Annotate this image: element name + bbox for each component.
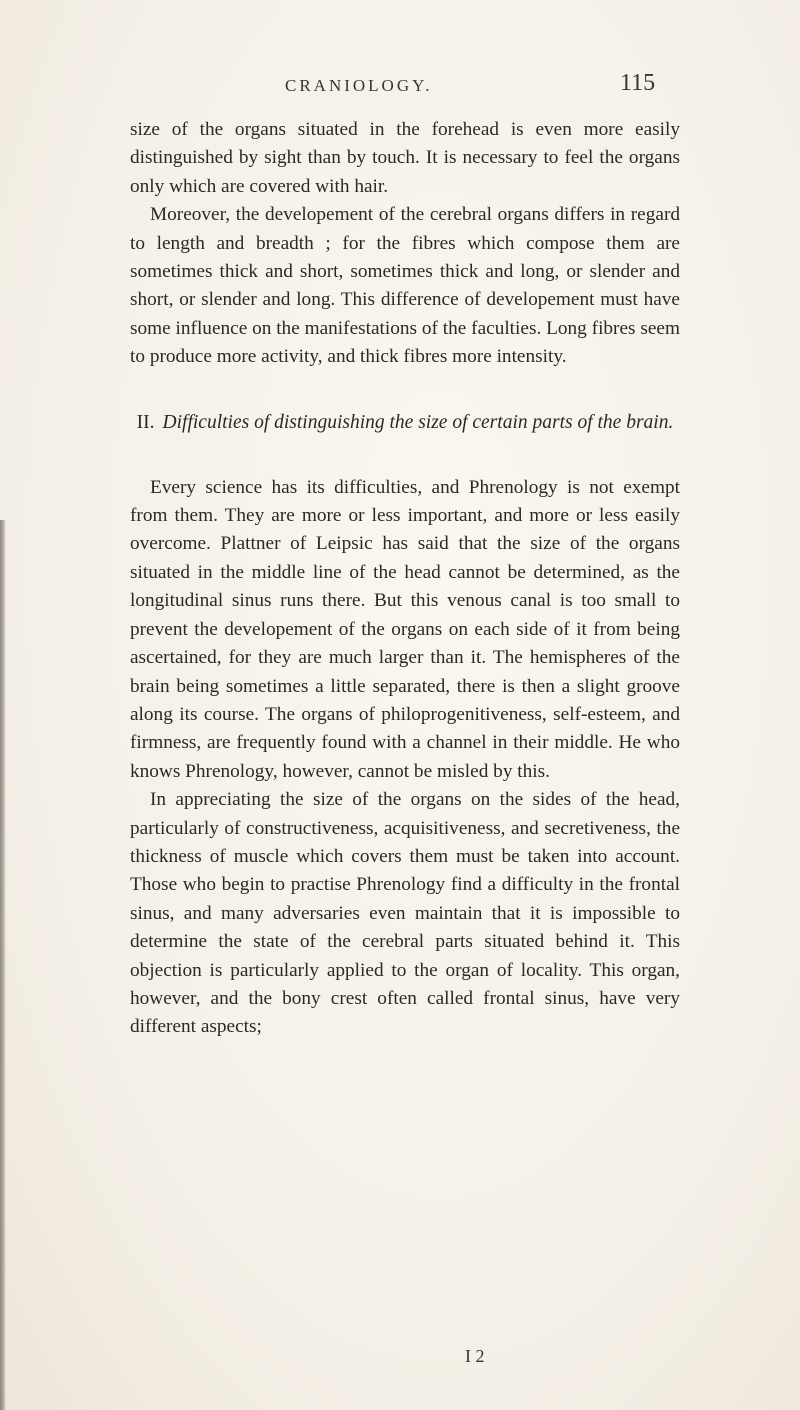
paragraph: size of the organs situated in the forehead is even more easily distinguished by sight than by touch. It is necessary to feel the organs only which are covered with hair. [130, 119, 680, 197]
paragraph: Moreover, the developement of the cerebral organs differs in regard to length and breadth ; for the fibres which compose them are sometimes thick and short, sometimes thick and long, or slender and short, or slender and long. This difference of developement must have some influence on the manifestations of the faculties. Long fibres seem to produce more activity, and thick fibres more intensity. [130, 204, 680, 368]
running-head: CRANIOLOGY. [285, 76, 433, 95]
paragraph: Every science has its difficulties, and Phrenology is not exempt from them. They are more or less important, and more or less easily overcome. Plattner of Leipsic has said that the size of the organs situated in the middle line of the head cannot be determined, as the longitudinal sinus runs there. But this venous canal is too small to prevent the developement of the organs on each side of it from being ascertained, for they are much larger than it. The hemispheres of the brain being sometimes a little separated, there is then a slight groove along its course. The organs of philoprogenitiveness, self-esteem, and firmness, are frequently found with a channel in their middle. He who knows Phrenology, however, cannot be misled by this. [130, 476, 680, 782]
section-title: Difficulties of distinguishing the size of certain parts of the brain. [162, 411, 674, 433]
binding-shadow [0, 520, 6, 1410]
page-number: 115 [620, 70, 656, 96]
section-number: II. [136, 411, 155, 433]
signature-mark: I 2 [465, 1346, 485, 1366]
paragraph: In appreciating the size of the organs on the sides of the head, particularly of constructiveness, acquisitiveness, and secretiveness, the thickness of muscle which covers them must be taken into account. Those who begin to practise Phrenology find a difficulty in the frontal sinus, and many adversaries even maintain that it is impossible to determine the state of the cerebral parts situated behind it. This objection is particularly applied to the organ of locality. This organ, however, and the bony crest often called frontal sinus, have very different aspects; [130, 789, 680, 1038]
section-heading [130, 408, 680, 438]
body-text [130, 116, 680, 1042]
